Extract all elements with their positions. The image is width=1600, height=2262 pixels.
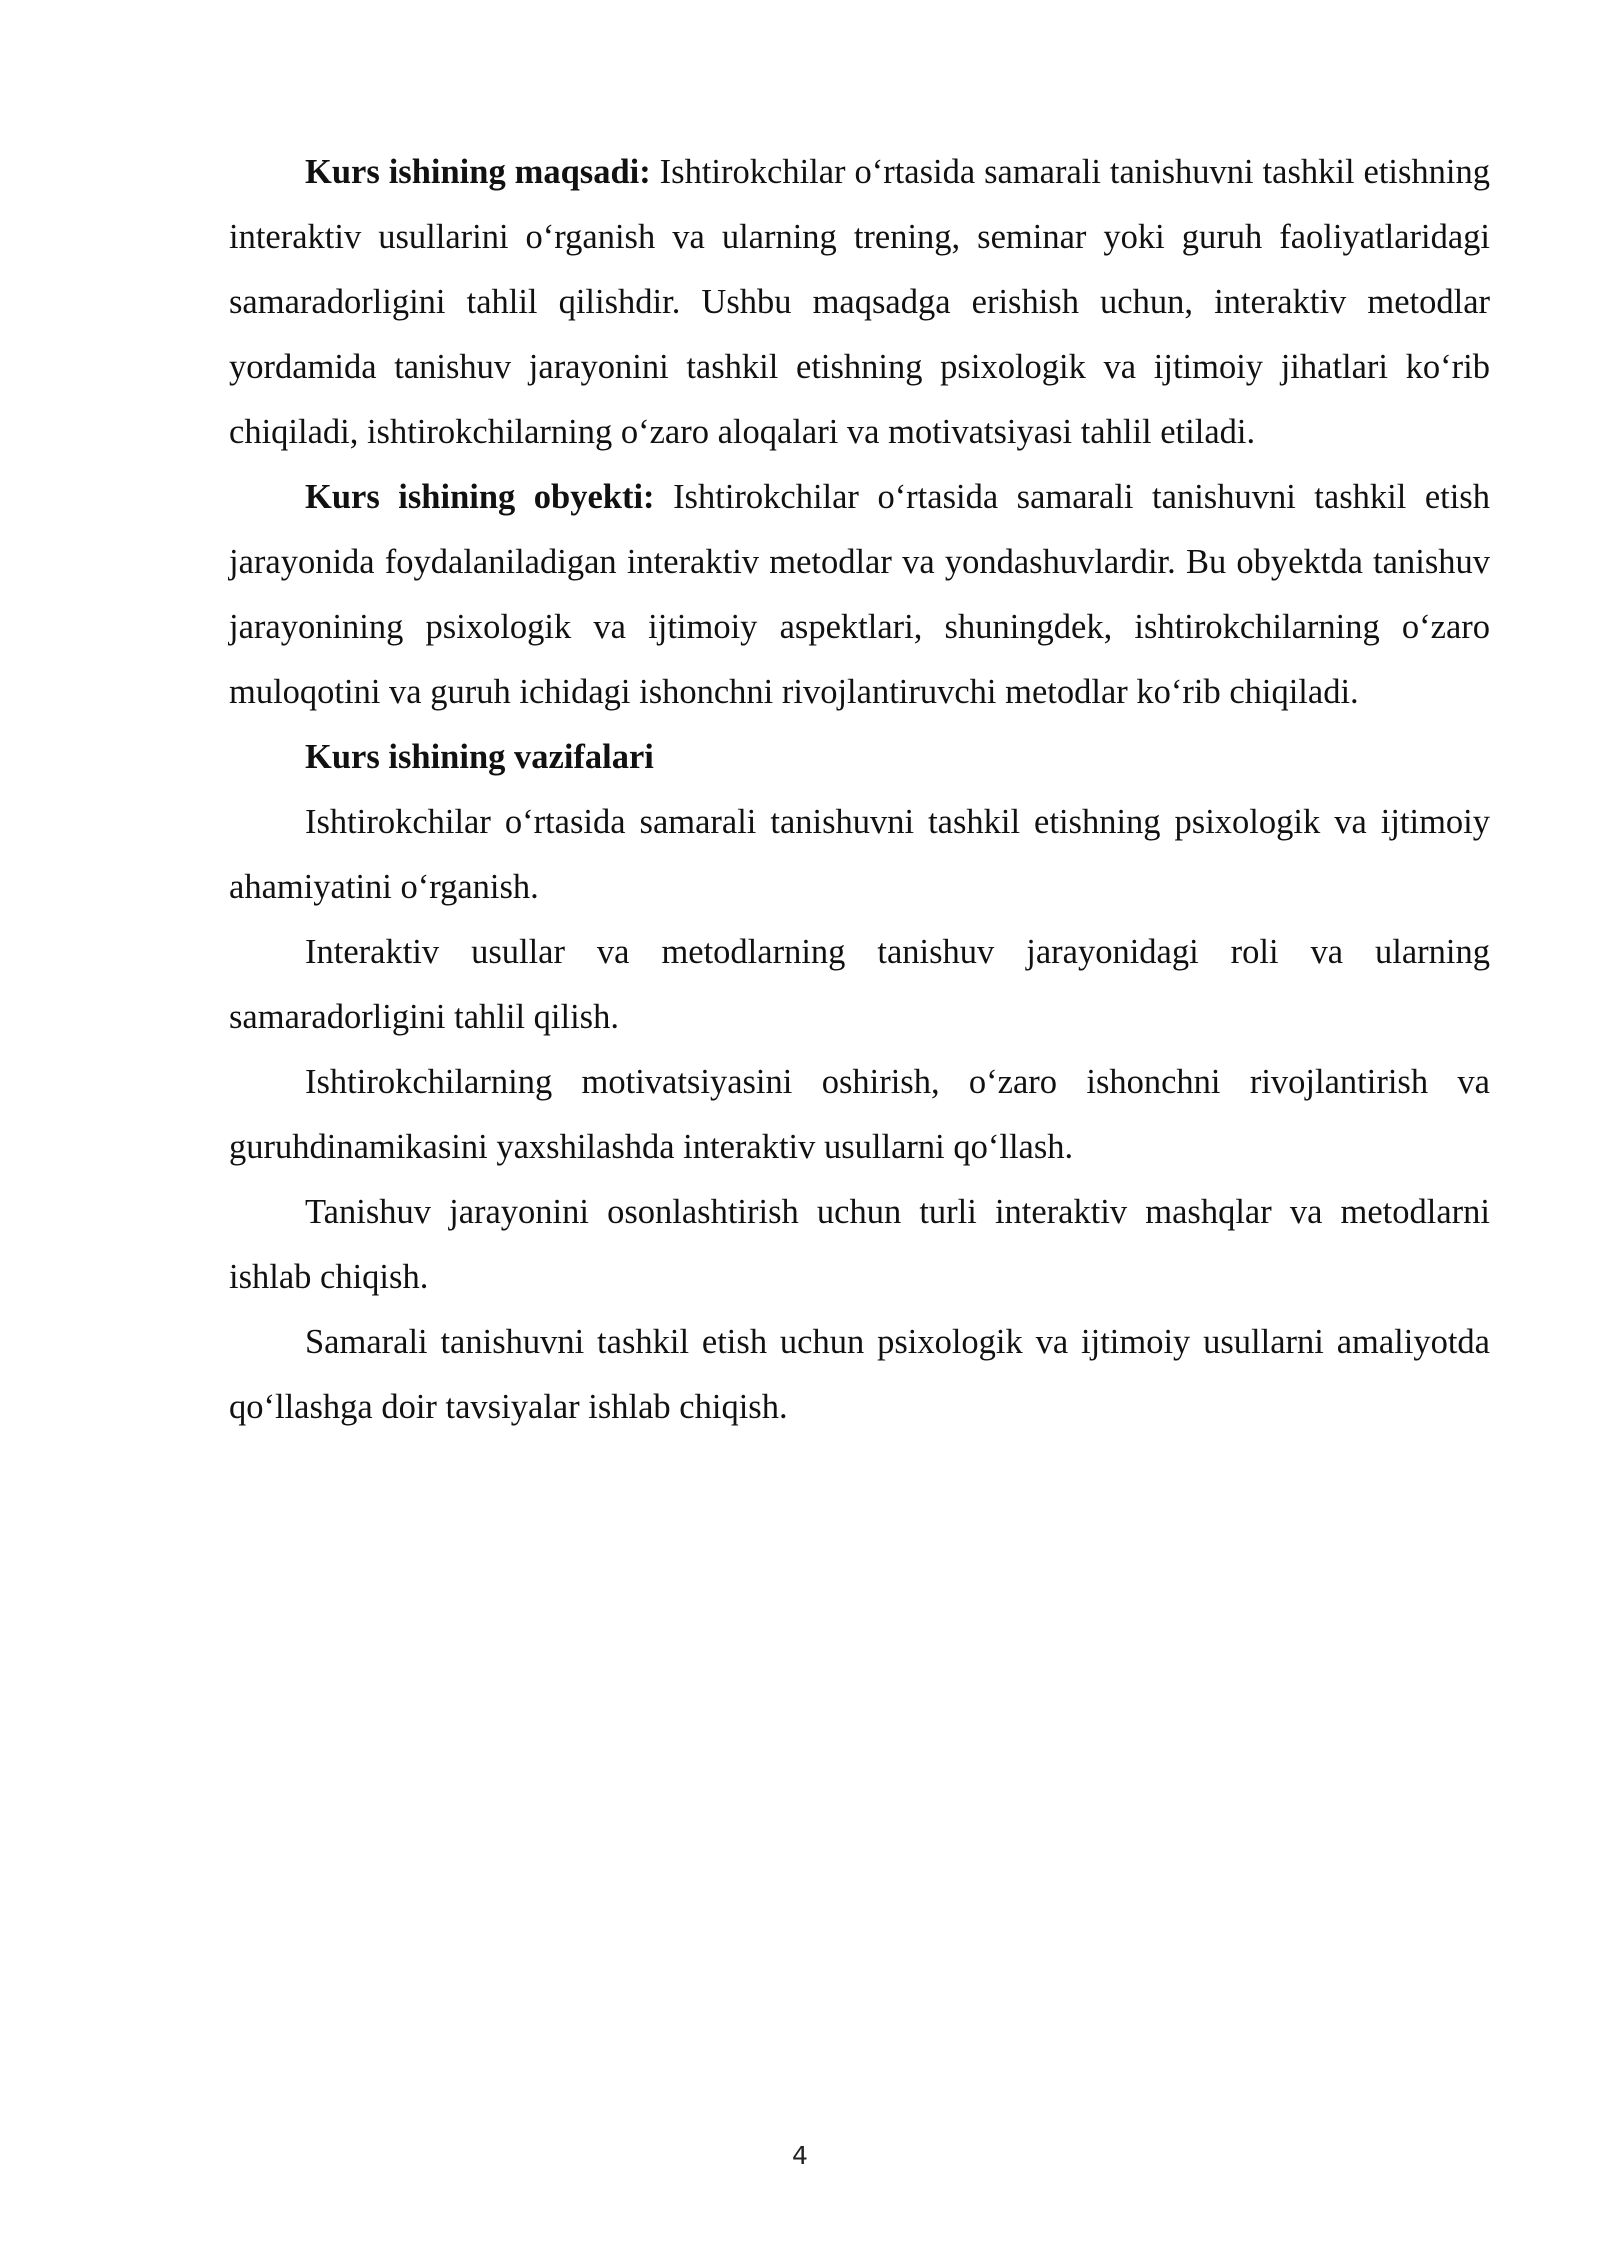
text-object: Ishtirokchilar o‘rtasida samarali tanishuvni tashkil etish jarayonida foydalaniladigan interaktiv metodlar va yondashuvlardir. Bu obyektda tanishuv jarayonining psixologik va ijtimoiy aspektlari, shuningdek, ishtirokchilarning o‘zaro muloqotini va guruh ichidagi ishonchni rivojlantiruvchi metodlar ko‘rib chiqiladi.	[229, 478, 1490, 711]
page-number: 4	[792, 2141, 808, 2170]
text-goal: Ishtirokchilar o‘rtasida samarali tanishuvni tashkil etishning interaktiv usullarini o‘rganish va ularning trening, seminar yoki guruh faoliyatlaridagi samaradorligini tahlil qilishdir. Ushbu maqsadga erishish uchun, interaktiv metodlar yordamida tanishuv jarayonini tashkil etishning psixologik va ijtimoiy jihatlari ko‘rib chiqiladi, ishtirokchilarning o‘zaro aloqalari va motivatsiyasi tahlil etiladi.	[229, 153, 1491, 451]
paragraph-object	[229, 465, 1490, 725]
task-item-2: Interaktiv usullar va metodlarning tanishuv jarayonidagi roli va ularning samaradorligini tahlil qilish.	[229, 933, 1490, 1036]
heading-object: Kurs ishining obyekti:	[305, 478, 655, 516]
heading-goal: Kurs ishining maqsadi:	[305, 153, 651, 191]
page-body	[229, 140, 1490, 1440]
task-item-3: Ishtirokchilarning motivatsiyasini oshirish, o‘zaro ishonchni rivojlantirish va guruhdinamikasini yaxshilashda interaktiv usullarni qo‘llash.	[229, 1063, 1490, 1166]
heading-tasks: Kurs ishining vazifalari	[305, 738, 654, 776]
paragraph-goal	[229, 140, 1490, 465]
task-item-4: Tanishuv jarayonini osonlashtirish uchun turli interaktiv mashqlar va metodlarni ishlab chiqish.	[229, 1193, 1490, 1296]
task-item-1: Ishtirokchilar o‘rtasida samarali tanishuvni tashkil etishning psixologik va ijtimoiy ahamiyatini o‘rganish.	[229, 803, 1490, 906]
task-item-5: Samarali tanishuvni tashkil etish uchun psixologik va ijtimoiy usullarni amaliyotda qo‘llashga doir tavsiyalar ishlab chiqish.	[229, 1323, 1490, 1426]
